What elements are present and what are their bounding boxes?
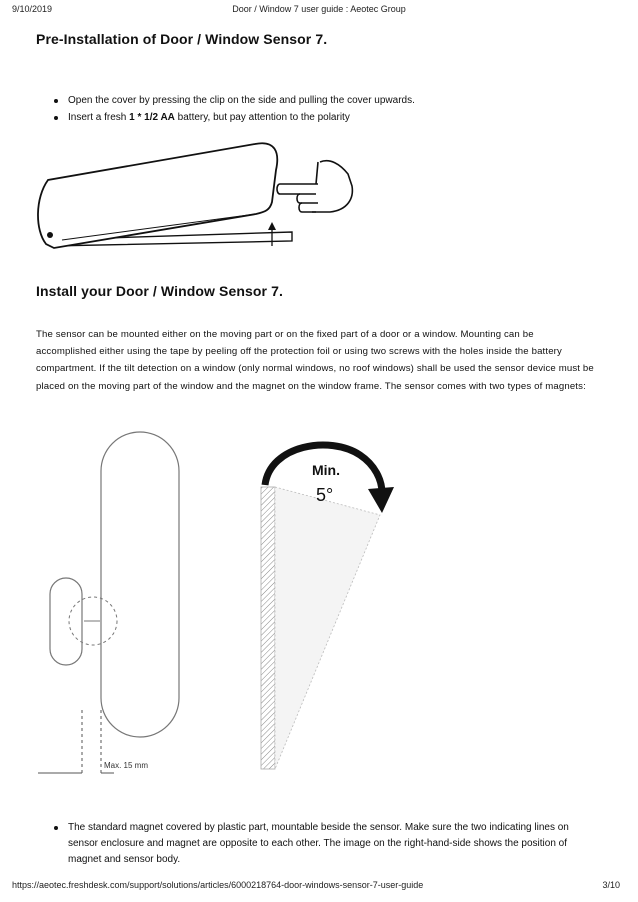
- print-title: Door / Window 7 user guide : Aeotec Group: [232, 4, 406, 14]
- page-url: https://aeotec.freshdesk.com/support/solutions/articles/6000218764-door-windows-sensor-7-user-guide: [12, 880, 424, 890]
- step-text-before: Insert a fresh: [68, 112, 130, 123]
- section-heading-pre-installation: Pre-Installation of Door / Window Sensor 7.: [36, 31, 328, 47]
- sensor-body: [101, 432, 179, 737]
- cover-opening-illustration: [30, 140, 360, 255]
- magnet-notes: [52, 820, 597, 868]
- arrow-down-icon: [368, 487, 394, 513]
- list-item: [52, 109, 572, 126]
- list-item: [52, 92, 572, 109]
- mounting-paragraph: The sensor can be mounted either on the moving part or on the fixed part of a door or a window. Mounting can be accomplished either using the tape by peeling off the protection foil or using two screws with the holes inside the battery compartment. If the tilt detection on a window (only normal windows, no roof windows) shall be used the sensor device must be placed on the moving part of the window and the magnet on the window frame. The sensor comes with two types of magnets:: [36, 329, 594, 392]
- arrow-up-icon: [268, 222, 276, 230]
- cover-hole: [47, 232, 53, 238]
- step-text: Open the cover by pressing the clip on the side and pulling the cover upwards.: [68, 95, 415, 106]
- print-date: 9/10/2019: [12, 4, 53, 14]
- window-frame-hatched: [261, 487, 275, 769]
- hand-pointer-icon: [277, 161, 352, 212]
- pre-installation-steps: [52, 92, 572, 126]
- step-text-after: battery, but pay attention to the polarity: [174, 112, 350, 123]
- print-footer: [0, 880, 638, 894]
- list-item: [52, 820, 597, 868]
- section-heading-install: Install your Door / Window Sensor 7.: [36, 283, 283, 299]
- battery-type: 1 * 1/2 AA: [129, 112, 175, 123]
- magnet-note-text: The standard magnet covered by plastic part, mountable beside the sensor. Make sure the two indicating lines on sensor enclosure and magnet are opposite to each other. The image on the right-hand-side shows the position of magnet and sensor body.: [68, 822, 569, 865]
- sensor-cover: [38, 143, 277, 248]
- min-angle-label: 5°: [316, 485, 334, 505]
- magnet-body: [50, 578, 82, 665]
- min-label: Min.: [312, 462, 340, 478]
- tilted-window-outline: [275, 487, 380, 769]
- mounting-diagram: [30, 425, 430, 785]
- page-number: 3/10: [602, 880, 620, 890]
- max-gap-label: Max. 15 mm: [104, 761, 149, 770]
- print-header: [0, 4, 638, 18]
